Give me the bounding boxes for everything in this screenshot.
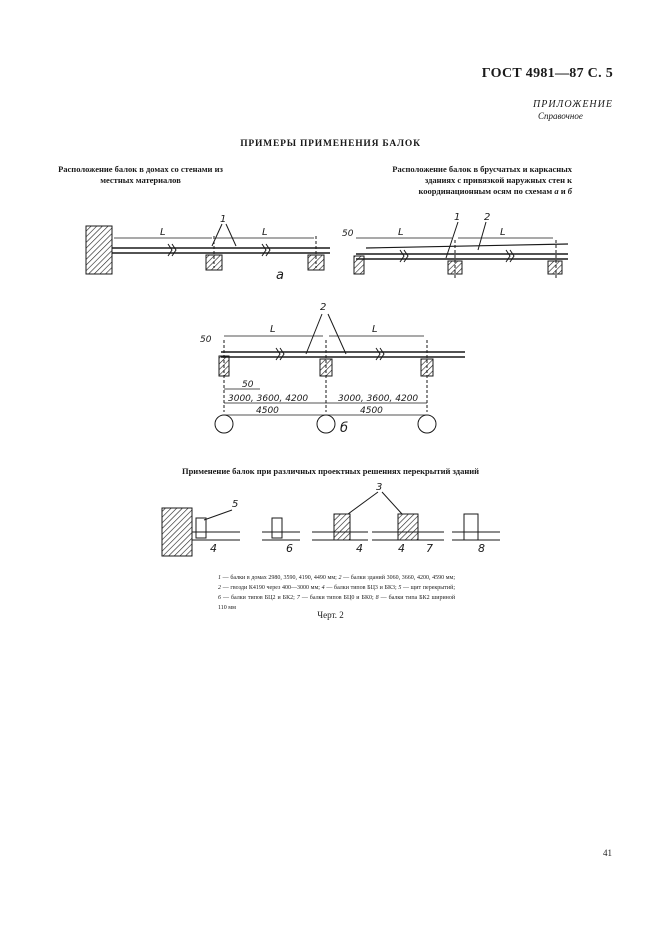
axis-bubble-2 <box>317 415 335 433</box>
leader-5 <box>204 510 232 520</box>
drawing-scheme-b <box>215 314 465 433</box>
legend-num-8: 8 <box>375 595 379 601</box>
caption-right-scheme-b: б <box>567 186 572 196</box>
break-mark-c1 <box>276 348 284 360</box>
floor-d5 <box>452 532 500 540</box>
drawing-scheme-a <box>86 224 330 274</box>
document-header: ГОСТ 4981—87 С. 5 <box>481 66 613 81</box>
legend <box>218 573 455 613</box>
label-6: 6 <box>286 542 293 555</box>
legend-num-2: 2 <box>338 575 342 581</box>
legend-item-7: — балки типов БЦ0 и БК0; <box>301 595 374 601</box>
beam-section-d2 <box>272 518 282 538</box>
label-L-a1: L <box>160 227 166 238</box>
leader-a1 <box>212 224 222 246</box>
beam-section-d5 <box>464 514 478 540</box>
legend-num-4: 4 <box>321 585 325 591</box>
label-7: 7 <box>426 542 433 555</box>
label-L-c1: L <box>270 324 276 335</box>
leader-3a <box>348 492 378 514</box>
label-L-c2: L <box>372 324 378 335</box>
beam-section-d3 <box>334 514 350 540</box>
label-50-b: 50 <box>342 229 354 239</box>
leader-c2 <box>328 314 346 354</box>
legend-item-4: — балки типов БЦ3 и БК3; <box>326 585 397 591</box>
label-4-d4: 4 <box>398 542 405 555</box>
wall-masonry-a <box>86 226 112 274</box>
beam-section-d4 <box>398 514 418 540</box>
label-1-a: 1 <box>220 214 227 225</box>
break-mark-b1 <box>400 250 408 262</box>
label-1-b: 1 <box>454 212 461 223</box>
leader-3b <box>382 492 402 514</box>
label-span-c2: 3000, 3600, 4200 <box>338 394 419 404</box>
sub-title: Применение балок при различных проектных решениях перекрытий зданий <box>181 466 480 476</box>
caption-right-line3-text: координационным осям по схемам <box>418 186 553 196</box>
label-axis-c2: 4500 <box>360 406 383 416</box>
label-axis-c1: 4500 <box>256 406 279 416</box>
caption-left-line1: Расположение балок в домах со стенами из <box>58 164 223 174</box>
label-8: 8 <box>478 542 485 555</box>
label-scheme-a: а <box>276 268 284 283</box>
caption-right-line2: зданиях с привязкой наружных стен к <box>424 175 572 185</box>
legend-item-6: — балки типов БЦ2 и БК2; <box>223 595 295 601</box>
floor-d2 <box>262 532 300 540</box>
legend-item-5: — щит перекрытий; <box>403 585 456 591</box>
label-2-b: 2 <box>484 212 491 223</box>
label-4-d3: 4 <box>356 542 363 555</box>
appendix-label: ПРИЛОЖЕНИЕ <box>533 99 613 110</box>
label-50-c: 50 <box>242 380 254 390</box>
appendix-type: Справочное <box>538 111 583 121</box>
legend-num-5: 5 <box>398 585 402 591</box>
beam-section-d1 <box>196 518 206 538</box>
break-mark-c2 <box>376 348 384 360</box>
break-mark-a2 <box>262 244 270 256</box>
label-L-b2: L <box>500 227 506 238</box>
label-scheme-b: б <box>340 421 349 436</box>
leader-b1 <box>446 222 458 258</box>
main-title: ПРИМЕРЫ ПРИМЕНЕНИЯ БАЛОК <box>240 139 421 149</box>
label-L-b1: L <box>398 227 404 238</box>
axis-bubble-3 <box>418 415 436 433</box>
label-L-a2: L <box>262 227 268 238</box>
leader-c1 <box>306 314 322 354</box>
caption-right-line1: Расположение балок в брусчатых и каркасных <box>392 164 572 174</box>
legend-num-2b: 2 <box>218 585 221 591</box>
caption-left-line2: местных материалов <box>100 175 181 185</box>
floor-d1 <box>192 532 240 540</box>
legend-item-8: — балки типа БК2 шириной 110 мм <box>218 595 456 611</box>
caption-right-scheme-a: а <box>554 186 559 196</box>
sheathing-b <box>366 244 568 248</box>
legend-item-2: — балки зданий 3060, 3660, 4200, 4590 мм; <box>343 575 456 581</box>
label-span-c1: 3000, 3600, 4200 <box>228 394 309 404</box>
wall-d <box>162 508 192 556</box>
legend-num-7: 7 <box>296 595 300 601</box>
break-mark-b2 <box>506 250 514 262</box>
support-b2 <box>548 261 562 274</box>
label-4-d1: 4 <box>210 542 217 555</box>
legend-num-6: 6 <box>218 595 221 601</box>
figure-caption: Черт. 2 <box>317 610 344 620</box>
break-mark-a1 <box>168 244 176 256</box>
axis-bubble-1 <box>215 415 233 433</box>
label-3: 3 <box>376 482 383 493</box>
label-5: 5 <box>232 499 239 510</box>
label-2-c: 2 <box>320 302 327 313</box>
label-50-c-top: 50 <box>200 335 212 345</box>
legend-item-1: — балки в домах 2980, 3590, 4190, 4490 мм; <box>222 575 337 581</box>
drawing-frame-building <box>354 222 568 280</box>
page-number: 41 <box>603 848 612 858</box>
legend-item-3: — гвозди К4190 через 400—3000 мм; <box>222 585 320 591</box>
legend-num-1: 1 <box>218 575 221 581</box>
caption-right-and: и <box>560 186 566 196</box>
leader-a2 <box>226 224 236 246</box>
